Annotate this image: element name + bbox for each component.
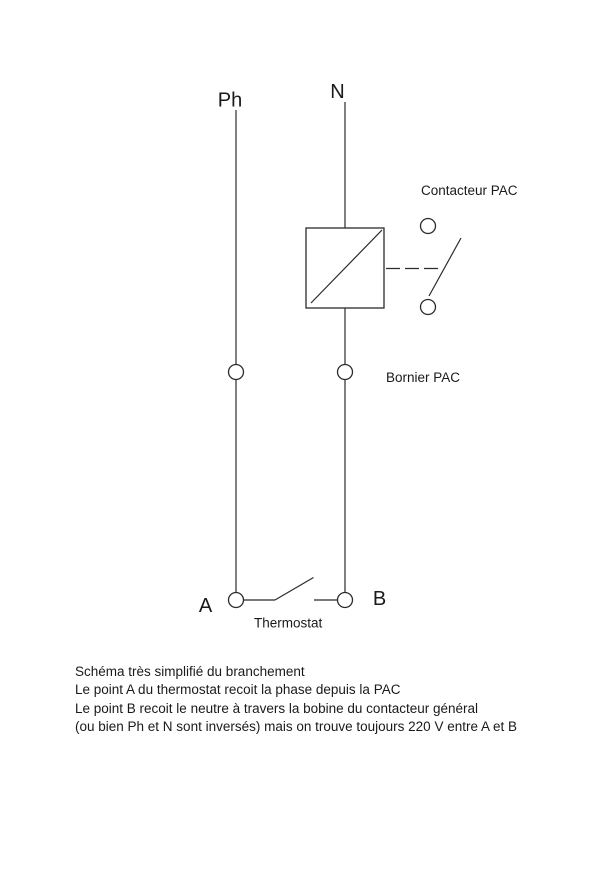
caption-line-4: (ou bien Ph et N sont inversés) mais on trouve toujours 220 V entre A et B <box>75 719 517 735</box>
thermostat-blade <box>275 578 314 601</box>
caption-text <box>75 663 517 737</box>
point-b-label: B <box>372 588 387 610</box>
terminal-a <box>229 593 244 608</box>
thermostat-label: Thermostat <box>254 615 323 631</box>
phase-label: Ph <box>217 89 243 112</box>
bornier-terminal-phase <box>229 365 244 380</box>
caption-line-2: Le point A du thermostat recoit la phase depuis la PAC <box>75 682 401 698</box>
contactor-contact-blade <box>429 238 461 296</box>
neutral-label: N <box>330 81 345 103</box>
point-a-label: A <box>198 595 213 617</box>
terminal-b <box>338 593 353 608</box>
contactor-label: Contacteur PAC <box>421 183 518 198</box>
bornier-terminal-neutral <box>338 365 353 380</box>
bornier-label: Bornier PAC <box>386 370 461 385</box>
caption-line-1: Schéma très simplifié du branchement <box>75 664 305 679</box>
contactor-contact-top-terminal <box>421 219 436 234</box>
caption-line-3: Le point B recoit le neutre à travers la bobine du contacteur général <box>75 700 479 716</box>
contactor-contact-bottom-terminal <box>421 300 436 315</box>
